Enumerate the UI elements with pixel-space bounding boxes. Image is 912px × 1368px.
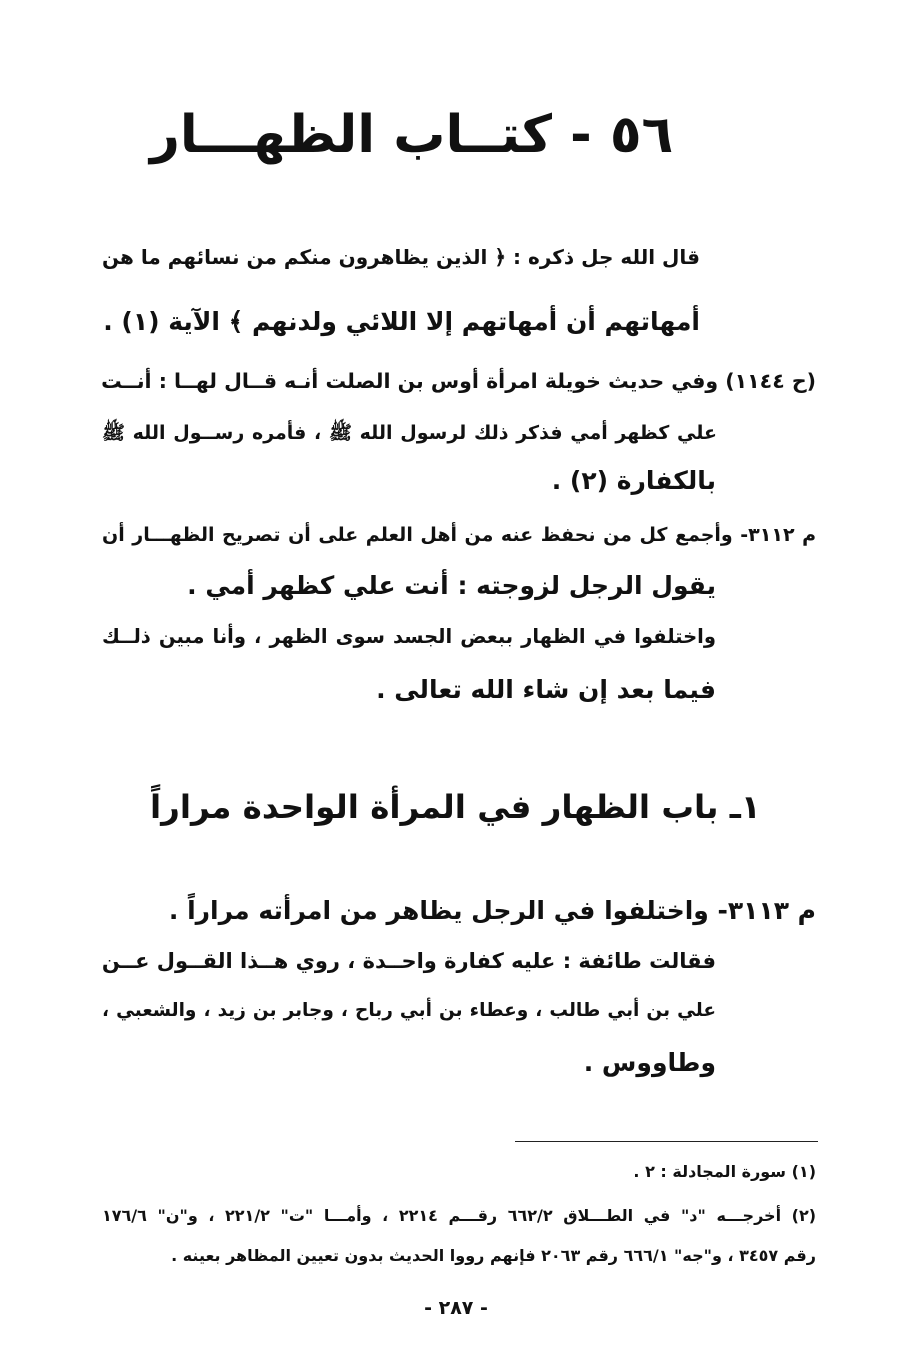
chapter-title: ٥٦ - كتــاب الظهـــار <box>150 105 674 165</box>
masala-3113-line-2: فقالت طائفة : عليه كفارة واحــدة ، روي هــذا القــول عــن <box>101 949 716 973</box>
section-title: ١ـ باب الظهار في المرأة الواحدة مراراً <box>150 788 761 826</box>
footnote-2-line-1: (٢) أخرجـــه "د" في الطـــلاق ٦٦٢/٢ رقـــم ٢٢١٤ ، وأمـــا "ت" ٢٢١/٢ ، و"ن" ١٧٦/٦ <box>102 1206 817 1225</box>
footnote-separator <box>515 1141 818 1142</box>
page-number: - ٢٨٧ - <box>424 1297 488 1319</box>
masala-3112-line-1: م ٣١١٢- وأجمع كل من نحفظ عنه من أهل العلم على أن تصريح الظهـــار أن <box>102 524 816 546</box>
masala-3113-line-3: علي بن أبي طالب ، وعطاء بن أبي رباح ، وجابر بن زيد ، والشعبي ، <box>102 1000 716 1021</box>
masala-3113-line-4: وطاووس . <box>583 1048 716 1077</box>
footnote-1: (١) سورة المجادلة : ٢ . <box>633 1162 816 1181</box>
masala-3113-line-1: م ٣١١٣- واختلفوا في الرجل يظاهر من امرأته مراراً . <box>168 896 816 925</box>
masala-3112-line-4: فيما بعد إن شاء الله تعالى . <box>376 675 716 704</box>
intro-line-2: أمهاتهم أن أمهاتهم إلا اللائي ولدنهم ﴾ الآية (١) . <box>103 307 700 336</box>
intro-line-1: قال الله جل ذكره : ﴿ الذين يظاهرون منكم من نسائهم ما هن <box>102 245 700 269</box>
hadith-line-1: (ح ١١٤٤) وفي حديث خويلة امرأة أوس بن الصلت أنـه قــال لهــا : أنــت <box>101 369 816 393</box>
masala-3112-line-3: واختلفوا في الظهار ببعض الجسد سوى الظهر ، وأنا مبين ذلــك <box>102 625 716 648</box>
hadith-line-3: بالكفارة (٢) . <box>551 466 716 495</box>
hadith-line-2: علي كظهر أمي فذكر ذلك لرسول الله ﷺ ، فأمره رســول الله ﷺ <box>102 422 717 444</box>
footnote-2-line-2: رقم ٣٤٥٧ ، و"جه" ٦٦٦/١ رقم ٢٠٦٣ فإنهم رووا الحديث بدون تعيين المظاهر بعينه . <box>171 1246 816 1265</box>
masala-3112-line-2: يقول الرجل لزوجته : أنت علي كظهر أمي . <box>187 571 716 600</box>
